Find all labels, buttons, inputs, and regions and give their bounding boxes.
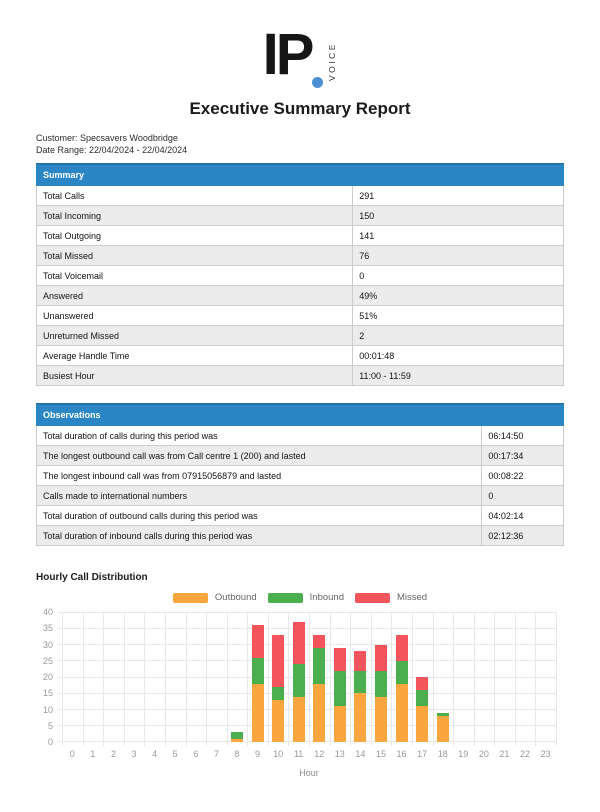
bar-segment-inbound — [272, 687, 284, 700]
bar-segment-missed — [396, 635, 408, 661]
summary-row-value: 150 — [353, 206, 564, 226]
bar-hour-16 — [396, 635, 408, 742]
x-axis-labels — [62, 747, 556, 759]
bar-segment-outbound — [313, 684, 325, 743]
chart-legend — [36, 592, 564, 603]
legend-label: Outbound — [214, 592, 257, 603]
gridline-x — [350, 612, 351, 742]
x-tick-mark — [391, 742, 392, 746]
observations-section-header: Observations — [37, 404, 564, 426]
y-tick-label-35: 35 — [42, 623, 53, 634]
bar-hour-14 — [354, 651, 366, 742]
gridline-x — [309, 612, 310, 742]
summary-row-label: Average Handle Time — [37, 346, 353, 366]
bar-segment-missed — [354, 651, 366, 671]
x-tick-label-3: 3 — [131, 749, 137, 759]
date-range-line: Date Range: 22/04/2024 - 22/04/2024 — [36, 144, 188, 155]
summary-row-value: 0 — [353, 266, 564, 286]
y-tick-label-0: 0 — [47, 737, 53, 747]
legend-swatch-outbound — [173, 593, 208, 603]
x-tick-mark — [268, 742, 269, 746]
legend-item-outbound — [173, 592, 257, 603]
summary-row — [37, 306, 564, 326]
gridline-x — [330, 612, 331, 742]
bar-segment-missed — [334, 648, 346, 671]
x-tick-label-8: 8 — [234, 749, 240, 759]
gridline-x — [391, 612, 392, 742]
observations-row-label: Calls made to international numbers — [37, 486, 482, 506]
x-tick-label-12: 12 — [314, 749, 325, 759]
x-tick-label-23: 23 — [540, 749, 551, 759]
gridline-x — [83, 612, 84, 742]
plot-wrap — [62, 612, 556, 778]
summary-row — [37, 366, 564, 386]
gridline-x — [144, 612, 145, 742]
x-tick-mark — [433, 742, 434, 746]
observations-row-label: Total duration of outbound calls during this period was — [37, 506, 482, 526]
bar-segment-outbound — [252, 684, 264, 743]
bar-segment-inbound — [313, 648, 325, 684]
x-tick-mark — [227, 742, 228, 746]
legend-item-inbound — [268, 592, 344, 603]
x-tick-mark — [62, 742, 63, 746]
x-tick-mark — [474, 742, 475, 746]
bar-segment-inbound — [334, 671, 346, 707]
y-axis — [36, 607, 62, 747]
customer-line: Customer: Specsavers Woodbridge — [36, 133, 178, 143]
x-tick-label-16: 16 — [396, 749, 407, 759]
gridline-x — [186, 612, 187, 742]
bar-segment-inbound — [416, 690, 428, 706]
gridline-x — [288, 612, 289, 742]
bar-segment-outbound — [354, 693, 366, 742]
legend-label: Inbound — [309, 592, 344, 603]
x-tick-mark — [412, 742, 413, 746]
gridline-x — [124, 612, 125, 742]
x-tick-label-17: 17 — [417, 749, 428, 759]
y-tick-label-10: 10 — [42, 704, 53, 715]
bar-segment-missed — [313, 635, 325, 648]
observations-row-value: 0 — [482, 486, 564, 506]
observations-row — [37, 486, 564, 506]
bar-segment-missed — [252, 625, 264, 658]
legend-label: Missed — [396, 592, 428, 603]
summary-row-value: 49% — [353, 286, 564, 306]
x-tick-label-5: 5 — [172, 749, 178, 759]
observations-row-label: Total duration of inbound calls during this period was — [37, 526, 482, 546]
bar-segment-inbound — [252, 658, 264, 684]
x-tick-label-1: 1 — [90, 749, 96, 759]
summary-row-label: Busiest Hour — [37, 366, 353, 386]
observations-row — [37, 446, 564, 466]
x-tick-mark — [83, 742, 84, 746]
summary-row-label: Total Outgoing — [37, 226, 353, 246]
chart-section — [36, 572, 564, 778]
summary-row-label: Total Missed — [37, 246, 353, 266]
x-axis-title: Hour — [299, 768, 319, 778]
y-tick-label-15: 15 — [42, 688, 53, 699]
y-tick-label-25: 25 — [42, 655, 53, 666]
x-tick-label-13: 13 — [334, 749, 345, 759]
gridline-x — [247, 612, 248, 742]
x-tick-mark — [556, 742, 557, 746]
x-tick-label-19: 19 — [458, 749, 469, 759]
gridline-x — [433, 612, 434, 742]
observations-row-value: 06:14:50 — [482, 426, 564, 446]
x-tick-mark — [453, 742, 454, 746]
x-tick-label-15: 15 — [375, 749, 386, 759]
bar-hour-17 — [416, 677, 428, 742]
x-tick-mark — [494, 742, 495, 746]
observations-row-label: Total duration of calls during this period was — [37, 426, 482, 446]
bar-segment-missed — [272, 635, 284, 687]
x-tick-label-2: 2 — [110, 749, 116, 759]
summary-row-label: Answered — [37, 286, 353, 306]
summary-row — [37, 186, 564, 206]
plot-area — [62, 612, 556, 742]
observations-row — [37, 526, 564, 546]
observations-row — [37, 506, 564, 526]
summary-row — [37, 346, 564, 366]
observations-row-value: 04:02:14 — [482, 506, 564, 526]
summary-row-label: Total Incoming — [37, 206, 353, 226]
x-tick-label-14: 14 — [355, 749, 366, 759]
bar-segment-inbound — [293, 664, 305, 697]
x-tick-mark — [103, 742, 104, 746]
gridline-x — [268, 612, 269, 742]
bar-segment-outbound — [293, 697, 305, 743]
bar-hour-10 — [272, 635, 284, 742]
legend-swatch-missed — [355, 593, 390, 603]
summary-row-value: 291 — [353, 186, 564, 206]
bar-segment-missed — [375, 645, 387, 671]
x-tick-mark — [186, 742, 187, 746]
x-tick-label-11: 11 — [293, 749, 304, 759]
y-tick-label-30: 30 — [42, 639, 53, 650]
gridline-x — [515, 612, 516, 742]
summary-row-value: 51% — [353, 306, 564, 326]
logo-text: IP — [262, 22, 312, 88]
x-tick-label-21: 21 — [499, 749, 510, 759]
summary-row-value: 00:01:48 — [353, 346, 564, 366]
bar-hour-9 — [252, 625, 264, 742]
bar-segment-outbound — [334, 706, 346, 742]
summary-row — [37, 326, 564, 346]
summary-row-label: Unanswered — [37, 306, 353, 326]
gridline-x — [371, 612, 372, 742]
bar-segment-missed — [416, 677, 428, 690]
x-tick-mark — [309, 742, 310, 746]
x-tick-mark — [144, 742, 145, 746]
x-tick-mark — [330, 742, 331, 746]
observations-row — [37, 426, 564, 446]
logo-voice-text: VOICE — [327, 42, 338, 81]
x-tick-label-0: 0 — [69, 749, 75, 759]
legend-item-missed — [355, 592, 427, 603]
summary-row-label: Total Calls — [37, 186, 353, 206]
observations-table — [36, 403, 564, 546]
observations-row — [37, 466, 564, 486]
summary-table — [36, 163, 564, 386]
summary-row — [37, 286, 564, 306]
bar-segment-outbound — [396, 684, 408, 743]
gridline-x — [62, 612, 63, 742]
summary-row — [37, 206, 564, 226]
x-tick-mark — [535, 742, 536, 746]
x-tick-label-20: 20 — [478, 749, 489, 759]
report-meta — [36, 133, 564, 156]
summary-row-label: Total Voicemail — [37, 266, 353, 286]
bar-hour-11 — [293, 622, 305, 742]
bar-hour-13 — [334, 648, 346, 742]
summary-row — [37, 266, 564, 286]
bar-hour-12 — [313, 635, 325, 742]
bar-segment-missed — [293, 622, 305, 664]
bar-hour-15 — [375, 645, 387, 743]
logo — [36, 20, 564, 90]
summary-row — [37, 226, 564, 246]
x-tick-mark — [371, 742, 372, 746]
bar-segment-inbound — [375, 671, 387, 697]
y-tick-label-40: 40 — [42, 607, 53, 617]
summary-row-value: 76 — [353, 246, 564, 266]
x-axis-ticks — [62, 742, 556, 747]
gridline-x — [412, 612, 413, 742]
summary-row-label: Unreturned Missed — [37, 326, 353, 346]
observations-row-value: 02:12:36 — [482, 526, 564, 546]
bar-segment-outbound — [272, 700, 284, 742]
gridline-x — [453, 612, 454, 742]
logo-dot-icon — [312, 77, 323, 88]
x-tick-mark — [165, 742, 166, 746]
gridline-x — [535, 612, 536, 742]
bar-hour-18 — [437, 713, 449, 742]
x-tick-label-4: 4 — [152, 749, 158, 759]
observations-row-value: 00:08:22 — [482, 466, 564, 486]
x-tick-mark — [124, 742, 125, 746]
x-tick-label-10: 10 — [273, 749, 284, 759]
x-tick-mark — [288, 742, 289, 746]
chart-title: Hourly Call Distribution — [36, 572, 148, 583]
x-tick-label-7: 7 — [213, 749, 219, 759]
x-tick-label-18: 18 — [437, 749, 448, 759]
y-tick-label-5: 5 — [47, 720, 53, 731]
page-title: Executive Summary Report — [189, 99, 411, 118]
gridline-x — [227, 612, 228, 742]
summary-row-value: 141 — [353, 226, 564, 246]
summary-table-body — [37, 186, 564, 386]
x-tick-label-9: 9 — [254, 749, 260, 759]
x-tick-mark — [247, 742, 248, 746]
bar-hour-8 — [231, 732, 243, 742]
gridline-x — [206, 612, 207, 742]
observations-row-label: The longest inbound call was from 07915056879 and lasted — [37, 466, 482, 486]
summary-row-value: 11:00 - 11:59 — [353, 366, 564, 386]
summary-section-header: Summary — [37, 164, 564, 186]
observations-row-label: The longest outbound call was from Call centre 1 (200) and lasted — [37, 446, 482, 466]
x-tick-mark — [350, 742, 351, 746]
gridline-x — [556, 612, 557, 742]
bar-segment-outbound — [375, 697, 387, 743]
gridline-x — [494, 612, 495, 742]
gridline-x — [474, 612, 475, 742]
plot-row — [36, 607, 564, 778]
gridline-x — [165, 612, 166, 742]
bar-segment-outbound — [416, 706, 428, 742]
bar-segment-outbound — [437, 716, 449, 742]
legend-swatch-inbound — [268, 593, 303, 603]
y-tick-label-20: 20 — [42, 672, 53, 682]
observations-table-body — [37, 426, 564, 546]
summary-row-value: 2 — [353, 326, 564, 346]
gridline-x — [103, 612, 104, 742]
observations-row-value: 00:17:34 — [482, 446, 564, 466]
x-tick-mark — [206, 742, 207, 746]
x-tick-label-22: 22 — [520, 749, 531, 759]
bar-segment-inbound — [354, 671, 366, 694]
x-tick-mark — [515, 742, 516, 746]
summary-row — [37, 246, 564, 266]
bar-segment-inbound — [396, 661, 408, 684]
x-tick-label-6: 6 — [193, 749, 199, 759]
